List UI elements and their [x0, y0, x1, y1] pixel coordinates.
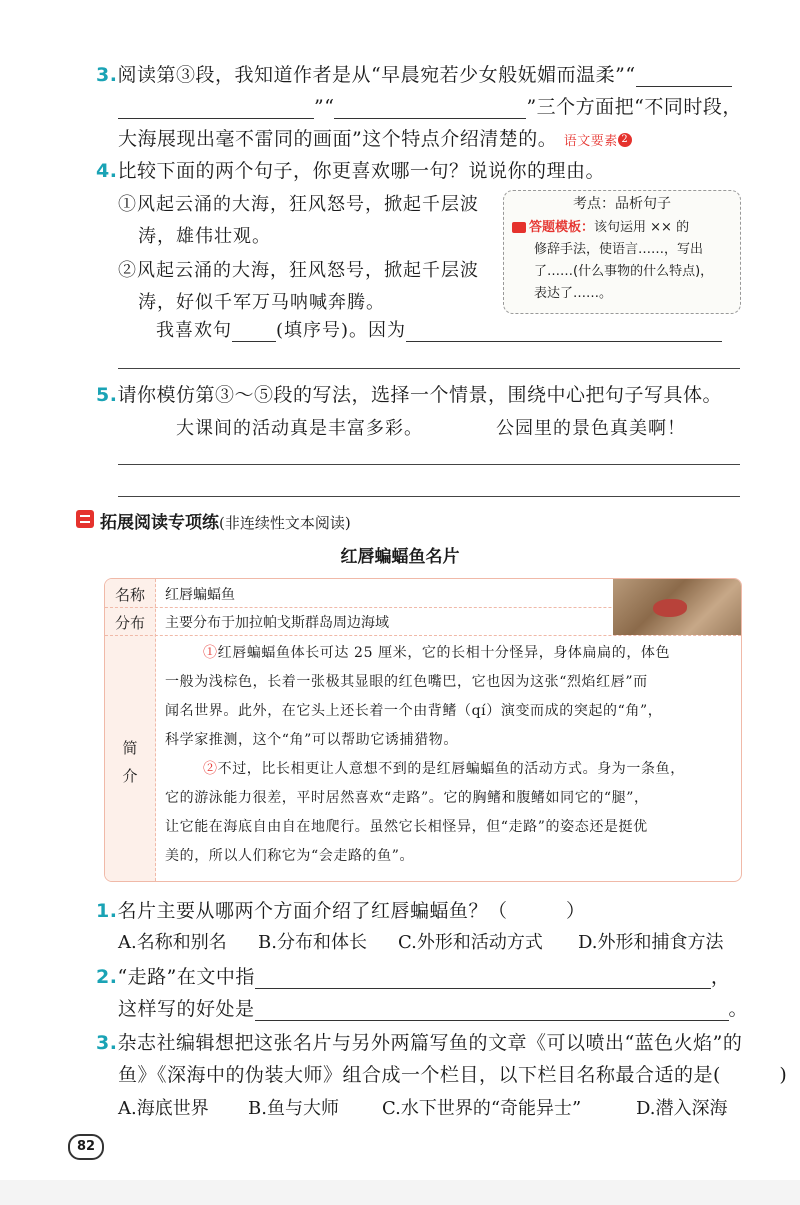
- card-value-name: 红唇蝙蝠鱼: [165, 587, 235, 603]
- r1-option-a[interactable]: A.名称和别名: [118, 932, 227, 953]
- r3-number: 3.: [96, 1032, 118, 1054]
- q4-blank-choice[interactable]: [232, 321, 276, 342]
- q3-line3-text: 大海展现出毫不雷同的画面”这个特点介绍清楚的。: [118, 128, 558, 150]
- r2-line2-text: 这样写的好处是: [118, 998, 255, 1020]
- section-icon: [76, 510, 94, 528]
- card-title: 红唇蝙蝠鱼名片: [340, 547, 460, 567]
- q3-tag: 语文要素: [563, 134, 618, 149]
- fish-shape: [653, 599, 687, 617]
- card-row-divider: [105, 635, 741, 636]
- r1-prompt-text: 名片主要从哪两个方面介绍了红唇蝙蝠鱼？（ ）: [117, 900, 586, 922]
- r1-number: 1.: [96, 900, 118, 922]
- p1-line4: 科学家推测，这个“角”可以帮助它诱捕猎物。: [165, 732, 458, 748]
- p1-line1: 红唇蝙蝠鱼体长可达 25 厘米，它的长相十分怪异，身体扁扁的，体色: [217, 645, 671, 661]
- tip-line1: 该句运用 ×× 的: [594, 220, 690, 235]
- q4-tip-box: [503, 190, 741, 314]
- card-key-distribution: 分布: [114, 614, 145, 632]
- r3-option-b[interactable]: B.鱼与大师: [248, 1098, 339, 1119]
- intro-paragraph-2: [165, 755, 735, 871]
- p2-line2: 它的游泳能力很差，平时居然喜欢“走路”。它的胸鳍和腹鳍如同它的“腿”，: [165, 790, 649, 806]
- q4-answer-rule[interactable]: [118, 368, 740, 369]
- q4-blank-reason[interactable]: [406, 321, 722, 342]
- q3-line1-text: 阅读第③段，我知道作者是从“早晨宛若少女般妩媚而温柔”“: [117, 64, 636, 86]
- tip-line4: 表达了……。: [534, 286, 613, 301]
- p2-line1: 不过，比长相更让人意想不到的是红唇蝙蝠鱼的活动方式。身为一条鱼，: [217, 761, 685, 777]
- q5-number: 5.: [96, 384, 118, 406]
- p2-line4: 美的，所以人们称它为“会走路的鱼”。: [165, 848, 415, 864]
- q4-sentence1-line2: 涛，雄伟壮观。: [138, 226, 271, 247]
- r2-number: 2.: [96, 966, 118, 988]
- r3-line1-text: 杂志社编辑想把这张名片与另外两篇写鱼的文章《可以喷出“蓝色火焰”的: [117, 1032, 743, 1054]
- q4-prompt: [96, 156, 605, 183]
- q5-option1: 大课间的活动真是丰富多彩。: [176, 418, 423, 439]
- r2-line1: [96, 962, 730, 989]
- template-icon: [512, 222, 526, 233]
- q5-answer-rule-1[interactable]: [118, 464, 740, 465]
- fish-photo: [613, 579, 741, 635]
- r1-option-d[interactable]: D.外形和捕食方法: [578, 932, 724, 953]
- tip-label: 答题模板：: [529, 220, 595, 235]
- fish-name-card: [104, 578, 742, 882]
- tip-line2: 修辞手法，使语言……，写出: [534, 242, 704, 257]
- card-key-name: 名称: [114, 586, 145, 604]
- q3-line2b: ”三个方面把“不同时段，: [526, 96, 742, 118]
- r3-option-a[interactable]: A.海底世界: [118, 1098, 209, 1119]
- r2-blank-2[interactable]: [255, 1000, 729, 1021]
- r2-line2: [118, 994, 748, 1021]
- q3-line2: [118, 92, 742, 119]
- q5-prompt-text: 请你模仿第③～⑤段的写法，选择一个情景，围绕中心把句子写具体。: [117, 384, 722, 406]
- q4-answer-line: [156, 316, 722, 342]
- q3-tag-badge: 2: [618, 133, 632, 147]
- q4-sentence2-line2: 涛，好似千军万马呐喊奔腾。: [138, 292, 385, 313]
- q4-sentence2-line1: ②风起云涌的大海，狂风怒号，掀起千层波: [118, 260, 479, 281]
- r3-line2: 鱼》《深海中的伪装大师》组合成一个栏目，以下栏目名称最合适的是( ): [118, 1064, 788, 1086]
- q3-blank-3[interactable]: [334, 98, 526, 119]
- card-value-distribution: 主要分布于加拉帕戈斯群岛周边海域: [165, 615, 389, 631]
- section-header: [100, 508, 351, 533]
- bottom-margin: [0, 1180, 800, 1205]
- q5-prompt: [96, 380, 722, 407]
- q5-option2: 公园里的景色真美啊！: [496, 418, 686, 439]
- r2-line1-text: “走路”在文中指: [117, 966, 255, 988]
- card-key-intro-2: 介: [122, 767, 138, 785]
- section-title: 拓展阅读专项练: [100, 513, 219, 533]
- q5-answer-rule-2[interactable]: [118, 496, 740, 497]
- card-key-intro-1: 简: [122, 739, 138, 757]
- p1-marker: ①: [203, 645, 218, 661]
- tip-body: [512, 217, 734, 305]
- page-number: 82: [68, 1134, 104, 1160]
- q4-prompt-text: 比较下面的两个句子，你更喜欢哪一句？说说你的理由。: [117, 160, 605, 182]
- q3-line1: [96, 60, 732, 87]
- r2-blank-1[interactable]: [255, 968, 711, 989]
- r3-option-c[interactable]: C.水下世界的“奇能异士”: [382, 1098, 582, 1119]
- q3-number: 3.: [96, 64, 118, 86]
- q4-answer-b: (填序号)。因为: [276, 320, 407, 341]
- r1-prompt: [96, 896, 585, 923]
- r3-line1: [96, 1028, 742, 1055]
- r3-option-d[interactable]: D.潜入深海: [636, 1098, 728, 1119]
- q4-number: 4.: [96, 160, 118, 182]
- tip-title: 考点：品析句子: [573, 196, 671, 212]
- intro-paragraph-1: [165, 639, 735, 755]
- q4-answer-a: 我喜欢句: [156, 320, 232, 341]
- q3-line2a: ”“: [314, 96, 335, 118]
- r1-option-b[interactable]: B.分布和体长: [258, 932, 367, 953]
- p1-line2: 一般为浅棕色，长着一张极其显眼的红色嘴巴，它也因为这张“烈焰红唇”而: [165, 674, 648, 690]
- tip-line3: 了……(什么事物的什么特点)，: [534, 264, 714, 279]
- q3-blank-1[interactable]: [636, 66, 732, 87]
- section-subtitle: (非连续性文本阅读): [219, 514, 351, 532]
- q3-line3: [118, 124, 632, 151]
- p2-line3: 让它能在海底自由自在地爬行。虽然它长相怪异，但“走路”的姿态还是挺优: [165, 819, 648, 835]
- q4-sentence1-line1: ①风起云涌的大海，狂风怒号，掀起千层波: [118, 194, 479, 215]
- p2-marker: ②: [203, 761, 218, 777]
- p1-line3: 闻名世界。此外，在它头上还长着一个由背鳍（qí）演变而成的突起的“角”，: [165, 703, 663, 719]
- r1-option-c[interactable]: C.外形和活动方式: [398, 932, 543, 953]
- r2-line2-end: 。: [728, 998, 749, 1020]
- r2-line1-end: ，: [710, 966, 731, 988]
- q3-blank-2[interactable]: [118, 98, 314, 119]
